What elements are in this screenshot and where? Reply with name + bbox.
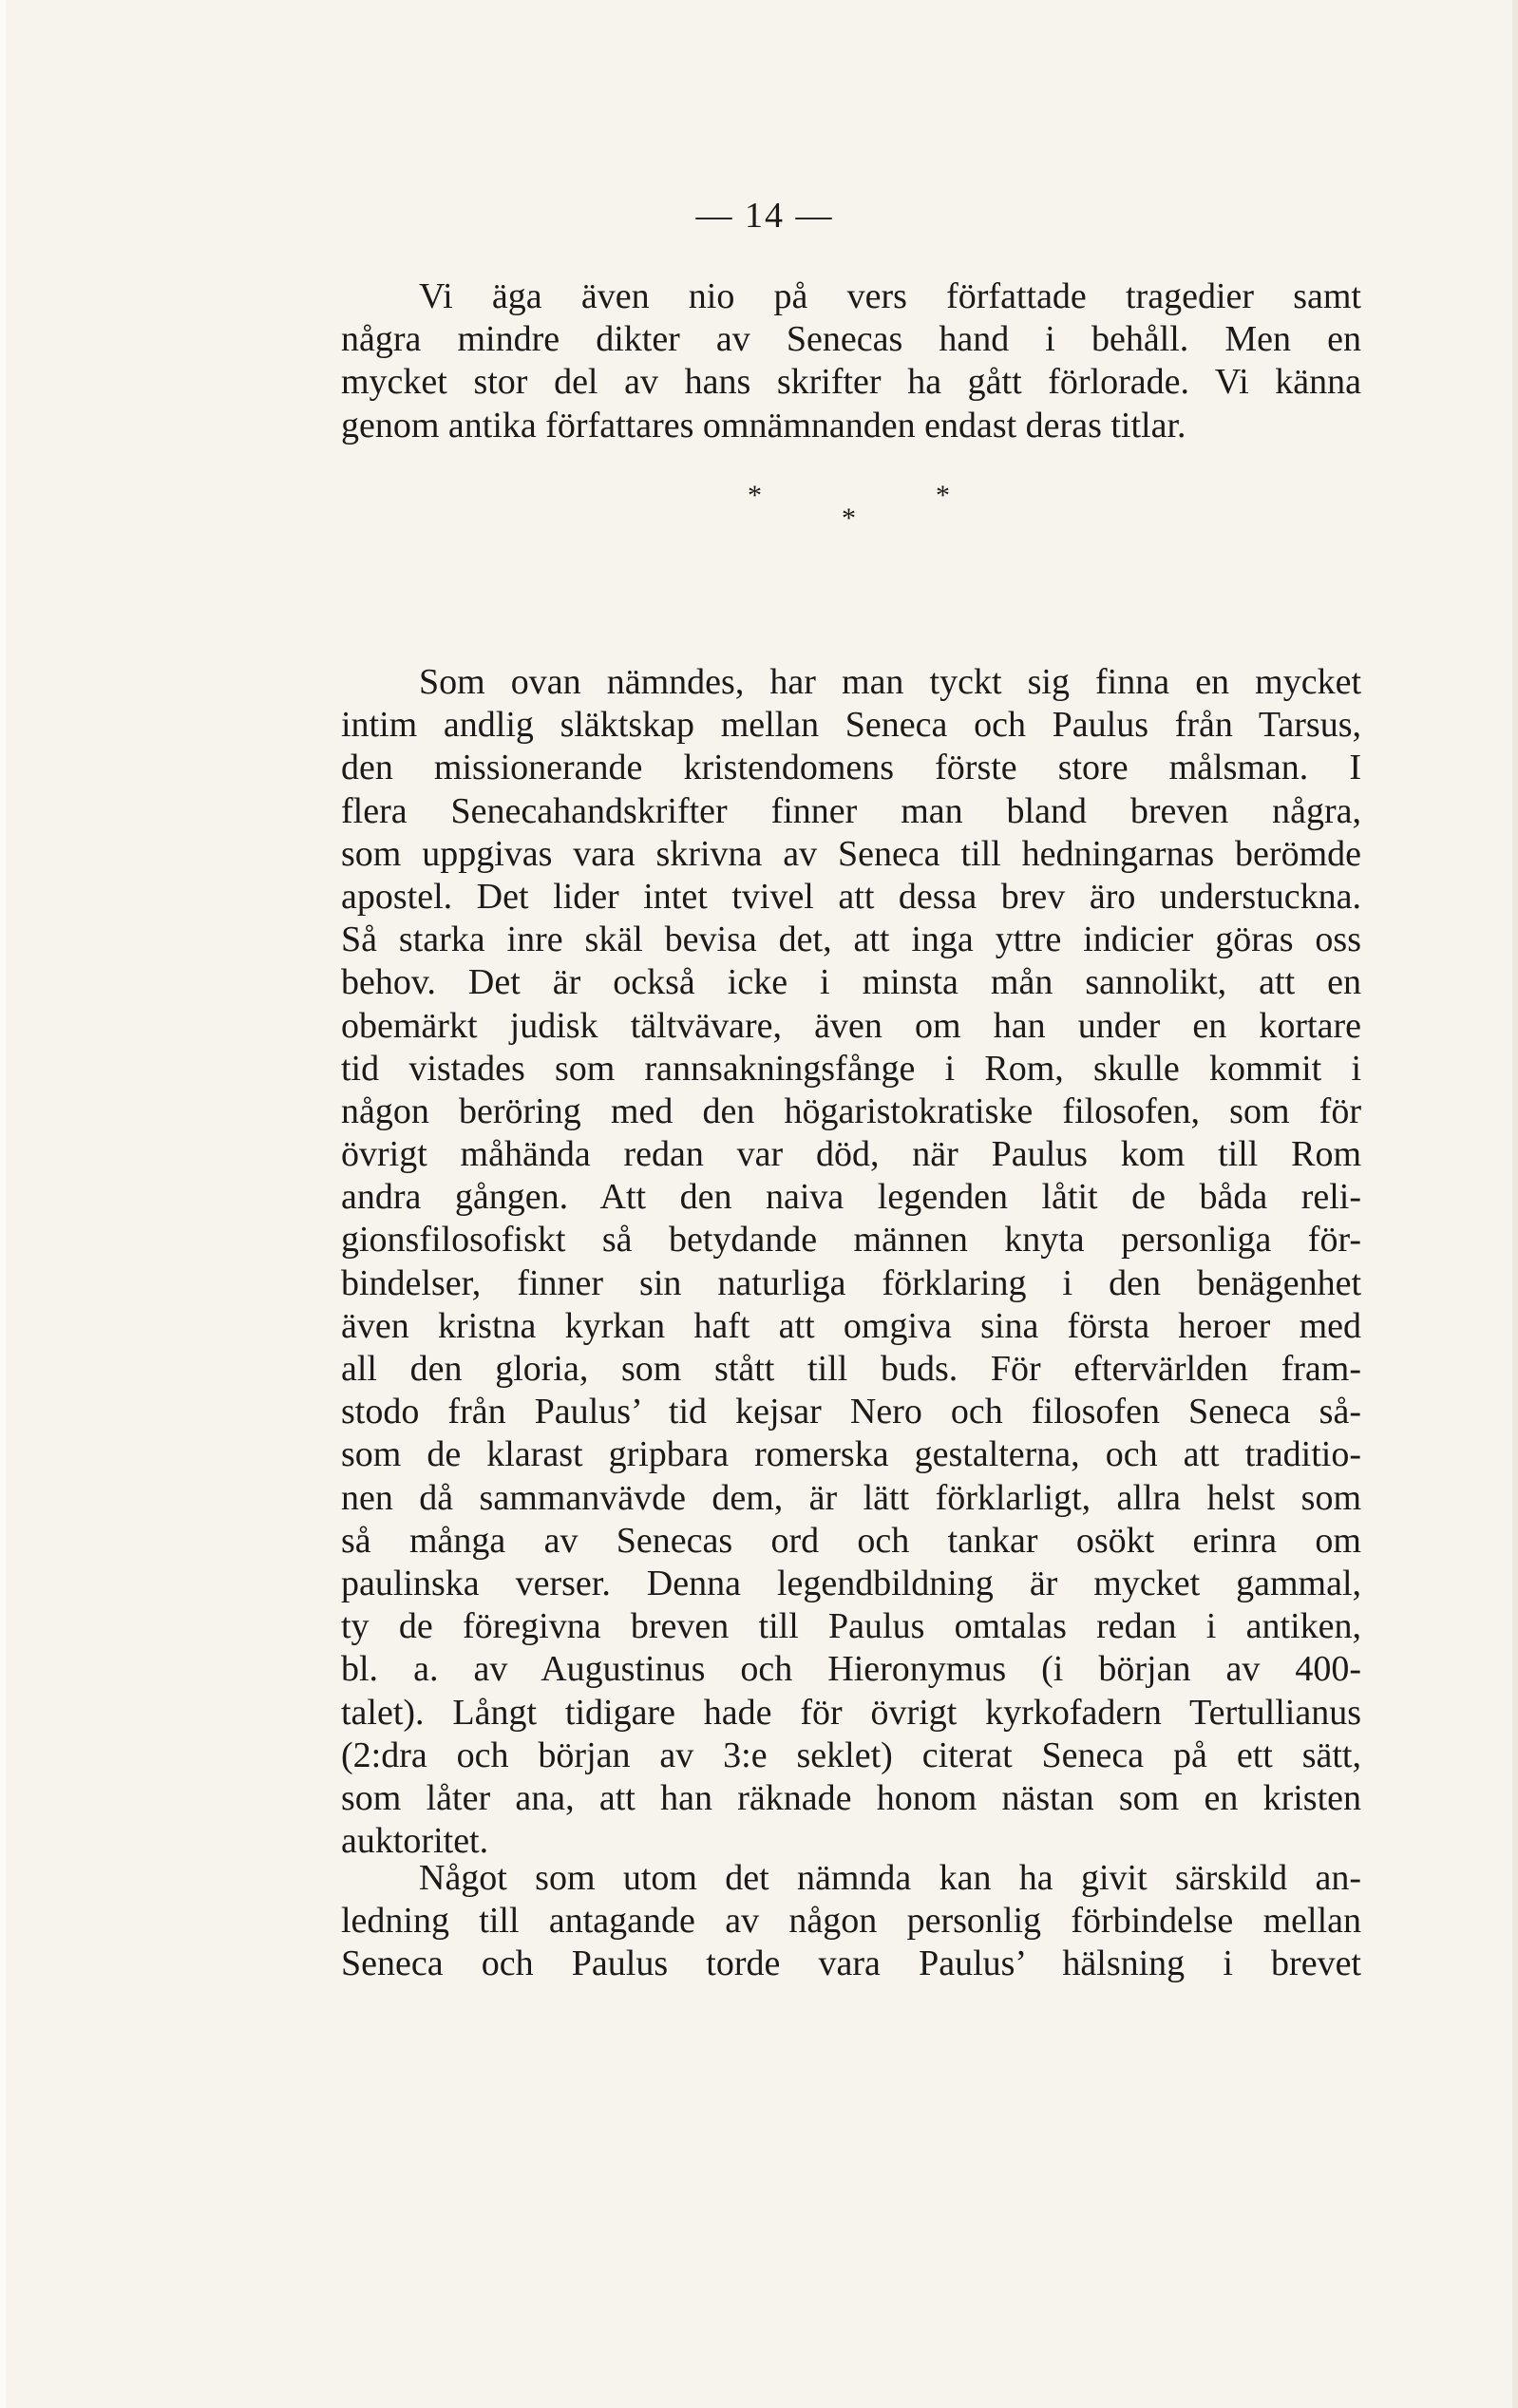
- asterisk: *: [936, 480, 950, 511]
- text-line: någon beröring med den högaristokratiske filosofen, som för: [341, 1090, 1361, 1131]
- text-line: Något som utom det nämnda kan ha givit särskild an-: [419, 1858, 1361, 1898]
- text-line: andra gången. Att den naiva legenden låtit de båda reli-: [341, 1177, 1361, 1218]
- text-line: nen då sammanvävde dem, är lätt förklarligt, allra helst som: [341, 1477, 1361, 1518]
- text-line: talet). Långt tidigare hade för övrigt kyrkofadern Tertullianus: [341, 1692, 1361, 1733]
- paragraph-3: [341, 1857, 1361, 1986]
- text-line: så många av Senecas ord och tankar osökt erinra om: [341, 1520, 1361, 1561]
- text-line: (2:dra och början av 3:e seklet) citerat Seneca på ett sätt,: [341, 1735, 1361, 1775]
- paragraph-1: [341, 275, 1361, 447]
- text-line: obemärkt judisk tältvävare, även om han under en kortare: [341, 1005, 1361, 1046]
- text-line: som uppgivas vara skrivna av Seneca till hedningarnas berömde: [341, 833, 1361, 874]
- text-line: all den gloria, som stått till buds. För eftervärlden fram-: [341, 1349, 1361, 1389]
- text-line: bindelser, finner sin naturliga förklaring i den benägenhet: [341, 1262, 1361, 1303]
- section-break: [6, 480, 1518, 546]
- text-line: intim andlig släktskap mellan Seneca och Paulus från Tarsus,: [341, 705, 1361, 746]
- text-line: bl. a. av Augustinus och Hieronymus (i början av 400-: [341, 1649, 1361, 1690]
- text-line: ty de föregivna breven till Paulus omtalas redan i antiken,: [341, 1606, 1361, 1647]
- text-line: som låter ana, att han räknade honom nästan som en kristen: [341, 1777, 1361, 1818]
- text-line: några mindre dikter av Senecas hand i behåll. Men en: [341, 319, 1361, 360]
- text-line: genom antika författares omnämnanden endast deras titlar.: [341, 405, 1186, 446]
- text-line: gionsfilosofiskt så betydande männen knyta personliga för-: [341, 1220, 1361, 1261]
- text-line: auktoritet.: [341, 1821, 489, 1862]
- page-number: — 14 —: [695, 196, 834, 236]
- text-line: den missionerande kristendomens förste store målsman. I: [341, 748, 1361, 788]
- text-line: tid vistades som rannsakningsfånge i Rom, skulle kommit i: [341, 1048, 1361, 1089]
- text-line: flera Senecahandskrifter finner man bland breven några,: [341, 790, 1361, 831]
- asterisk: *: [842, 502, 856, 534]
- text-line: mycket stor del av hans skrifter ha gått förlorade. Vi känna: [341, 362, 1361, 403]
- text-line: Vi äga även nio på vers författade tragedier samt: [419, 276, 1361, 316]
- text-line: övrigt måhända redan var död, när Paulus kom till Rom: [341, 1134, 1361, 1175]
- text-line: Som ovan nämndes, har man tyckt sig finna en mycket: [419, 662, 1361, 702]
- text-line: behov. Det är också icke i minsta mån sannolikt, att en: [341, 962, 1361, 1003]
- text-line: paulinska verser. Denna legendbildning är mycket gammal,: [341, 1563, 1361, 1603]
- paragraph-2: [341, 661, 1361, 1863]
- text-line: apostel. Det lider intet tvivel att dessa brev äro understuckna.: [341, 876, 1361, 917]
- text-line: stodo från Paulus’ tid kejsar Nero och filosofen Seneca så-: [341, 1392, 1361, 1432]
- text-line: ledning till antagande av någon personlig förbindelse mellan: [341, 1901, 1361, 1942]
- text-line: även kristna kyrkan haft att omgiva sina första heroer med: [341, 1305, 1361, 1346]
- asterisk: *: [748, 480, 762, 511]
- text-line: Så starka inre skäl bevisa det, att inga yttre indicier göras oss: [341, 920, 1361, 960]
- text-line: som de klarast gripbara romerska gestalterna, och att traditio-: [341, 1434, 1361, 1475]
- text-line: Seneca och Paulus torde vara Paulus’ hälsning i brevet: [341, 1943, 1361, 1984]
